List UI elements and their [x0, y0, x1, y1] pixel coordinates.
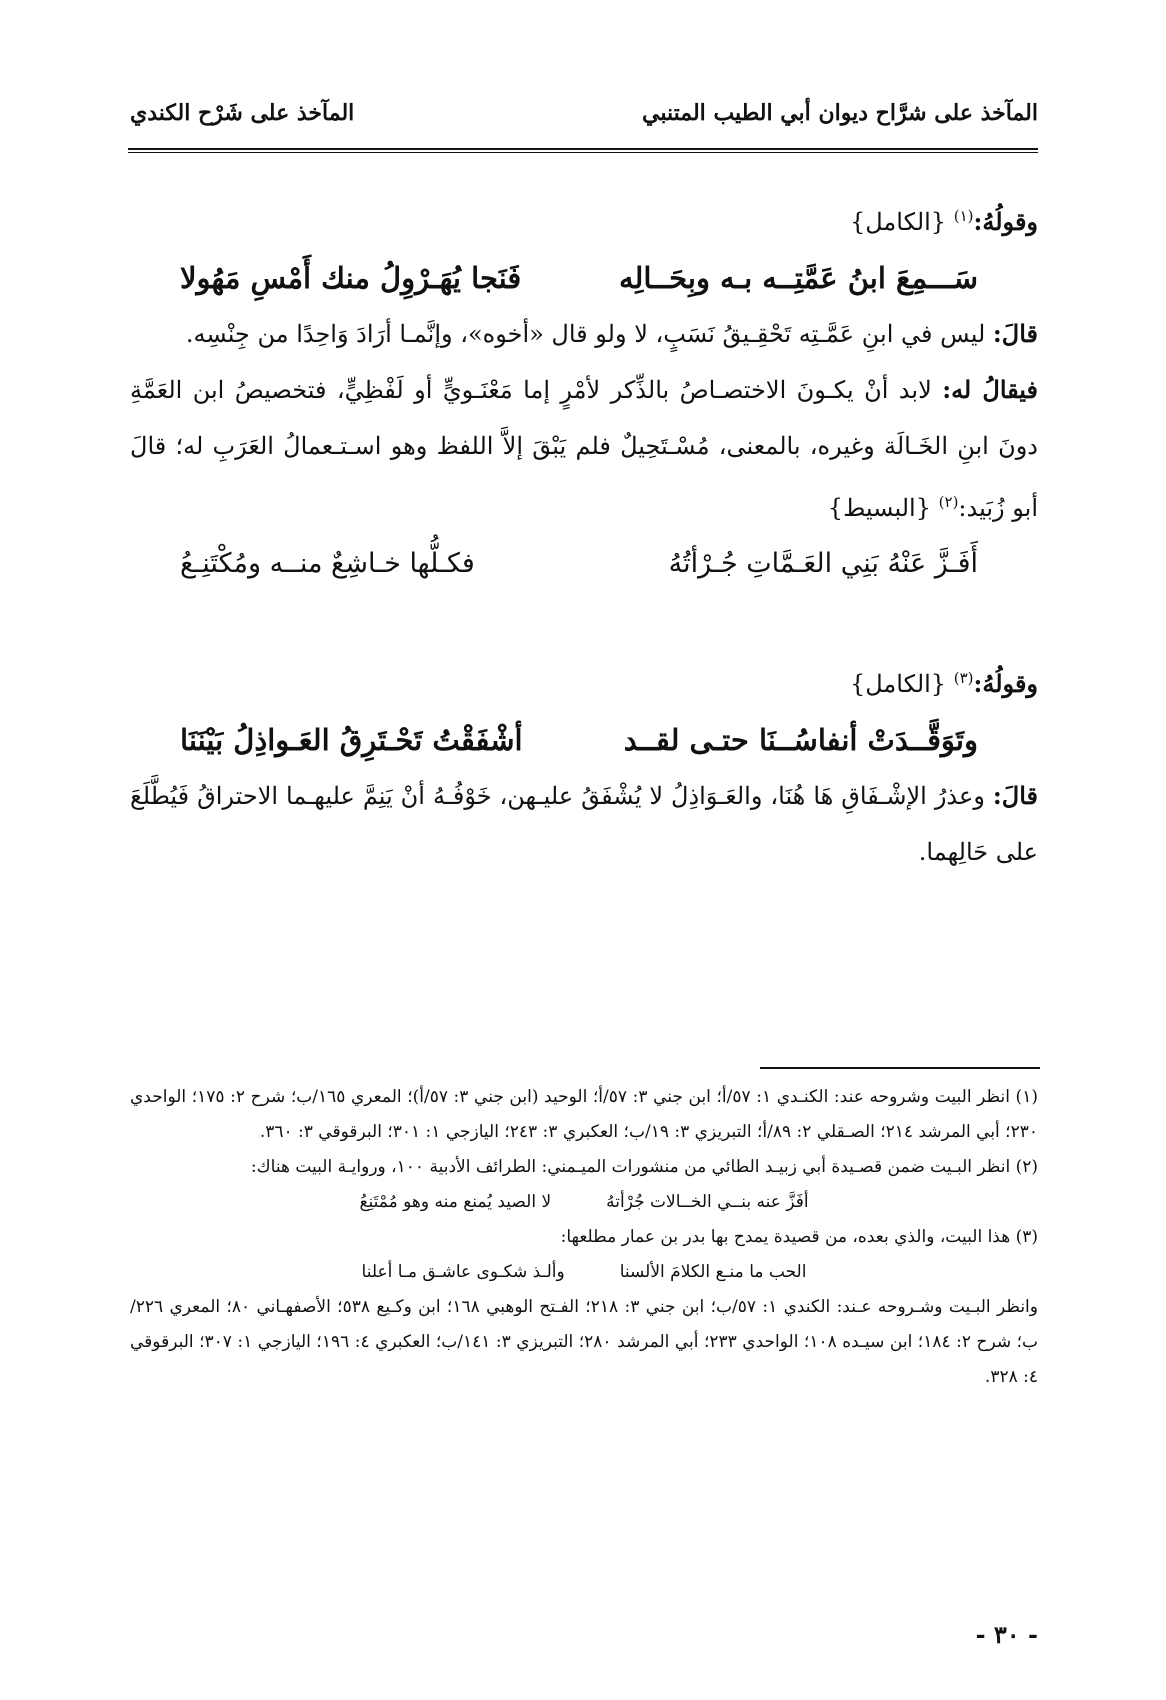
- footnote-3-verse-first: الحب ما منـع الكلامَ الألسنا: [619, 1262, 807, 1282]
- footnote-1: (١) انظر البيت وشروحه عند: الكنـدي ١: ٥٧/أ؛ ابن جني ٣: ٥٧/أ؛ الوحيد (ابن جني ٣: ٥٧/أ)؛ المعري ١٦٥/ب؛ شرح ٢: ١٧٥؛ الواحدي ٢٣٠؛ أبي المرشد ٢١٤؛ الصـقلي ٢: ٨٩/أ؛ التبريزي ٣: ١٩/ب؛ العكبري ٣: ٢٤٣؛ اليازجي ١: ٣٠١؛ البرقوقي ٣: ٣٦٠.: [130, 1087, 1038, 1142]
- entry1-comment-text: ليس في ابنِ عَمَّـتِه تَحْقِـيقُ نَسَبٍ، لا ولو قال «أخوه»، وإنَّمـا أرَادَ وَاحِدًا من جِنْسِه.: [185, 320, 986, 348]
- footnotes: [130, 1080, 1038, 1395]
- footnote-3-verse: [130, 1255, 1038, 1290]
- footnote-3: (٣) هذا البيت، والذي بعده، من قصيدة يمدح بها بدر بن عمار مطلعها:: [560, 1227, 1038, 1247]
- entry1-quote-verse: [130, 536, 1038, 592]
- entry1-intro: [130, 188, 1038, 250]
- header-rule: [128, 148, 1038, 150]
- header-chapter-title: المآخذ على شَرْح الكندي: [130, 100, 355, 126]
- entry1-meter: {الكامل}: [849, 208, 947, 236]
- running-header: [130, 100, 1038, 134]
- footnote-2-verse-first: أفَزَّ عنه بنــي الخــالات جُرْأتهُ: [606, 1192, 809, 1212]
- entry1-commentary: [130, 306, 1038, 362]
- entry2-verse-second-hemistich: أشْفَقْتُ تَحْـتَرِقُ العَـواذِلُ بَيْنَنَا: [180, 723, 523, 757]
- entry1-verse: [130, 250, 1038, 306]
- entry1-quote-first-hemistich: أَفَـزَّ عَنْهُ بَنِي العَـمَّاتِ جُـرْأتُهُ: [668, 548, 978, 579]
- entry2-intro: [130, 650, 1038, 712]
- entry2-note-ref: (٣): [953, 669, 974, 687]
- page-number: - ٣٠ -: [975, 1620, 1038, 1649]
- entry2-label: وقولُهُ:: [973, 669, 1038, 698]
- section-gap: [130, 592, 1038, 650]
- entry1-note-ref: (١): [953, 207, 974, 225]
- header-book-title: المآخذ على شرَّاح ديوان أبي الطيب المتنبي: [642, 100, 1038, 126]
- footnote-2-verse: [130, 1185, 1038, 1220]
- entry1-verse-second-hemistich: فَنَجا يُهَـرْوِلُ منك أَمْسِ مَهُولا: [180, 261, 522, 295]
- footnote-3-sources: وانظر البـيت وشـروحه عـند: الكندي ١: ٥٧/ب؛ ابن جني ٣: ٢١٨؛ الفـتح الوهبي ١٦٨؛ ابن وكـيع ٥٣٨؛ الأصفهـاني ٨٠؛ المعري ٢٢٦/ب؛ شرح ٢: ١٨٤؛ ابن سيـده ١٠٨؛ الواحدي ٢٣٣؛ أبي المرشد ٢٨٠؛ التبريزي ٣: ١٤١/ب؛ العكبري ٤: ١٩٦؛ اليازجي ١: ٣٠٧؛ البرقوقي ٤: ٣٢٨.: [130, 1297, 1038, 1387]
- entry1-reply: [130, 362, 1038, 536]
- entry1-label: وقولُهُ:: [973, 207, 1038, 236]
- entry1-quote-second-hemistich: فكـلُّها خـاشِعٌ منــه ومُكْتَنِـعُ: [180, 548, 475, 579]
- entry1-reply-text: لابد أنْ يكـونَ الاختصـاصُ بالذِّكر لأمْرٍ إما مَعْنَـويٍّ أو لَفْظِيٍّ، فتخصيصُ ابن العَمَّةِ دونَ ابنِ الخَـالَة وغيره، بالمعنى، مُسْـتَحِيلٌ فلم يَبْقَ إلاَّ اللفظ وهو اسـتـعمالُ العَرَبِ له؛ قالَ أبو زُبَيد:: [130, 376, 1038, 522]
- entry2-verse-first-hemistich: وتَوَقَّــدَتْ أنفاسُــنَا حتـى لقــد: [623, 723, 978, 757]
- entry1-qala: قالَ:: [992, 319, 1038, 348]
- entry1-verse-first-hemistich: سَـــمِعَ ابنُ عَمَّتِــه بـه وبِحَــالِه: [618, 261, 978, 295]
- entry1-reply-label: فيقالُ له:: [942, 375, 1038, 404]
- entry2-commentary: [130, 768, 1038, 880]
- entry2-comment-text: وعذرُ الإشْـفَاقِ هَا هُنَا، والعَـوَاذِلُ لا يُشْفَقُ عليـهن، خَوْفُـهُ أنْ يَنِمَّ عليهـما الاحتراقُ فَيُطَّلَعَ على حَالِهما.: [130, 782, 1038, 866]
- header-rule-thin: [128, 152, 1038, 153]
- footnote-3-verse-second: وألـذ شكـوى عاشـق مـا أعلنا: [361, 1262, 565, 1282]
- footnote-2-verse-second: لا الصيد يُمنع منه وهو مُمْتَنِعُ: [359, 1192, 552, 1212]
- entry1-reply-meter: {البسيط}: [827, 494, 931, 522]
- entry2-verse: [130, 712, 1038, 768]
- entry1-reply-note-ref: (٢): [938, 493, 959, 511]
- main-text: [130, 188, 1038, 880]
- entry2-meter: {الكامل}: [849, 670, 947, 698]
- entry2-qala: قالَ:: [992, 781, 1038, 810]
- footnote-separator: [760, 1067, 1040, 1069]
- footnote-2: (٢) انظر البـيت ضمن قصـيدة أبي زبيـد الطائي من منشورات الميـمني: الطرائف الأدبية ١٠٠، وروايـة البيت هناك:: [250, 1157, 1038, 1177]
